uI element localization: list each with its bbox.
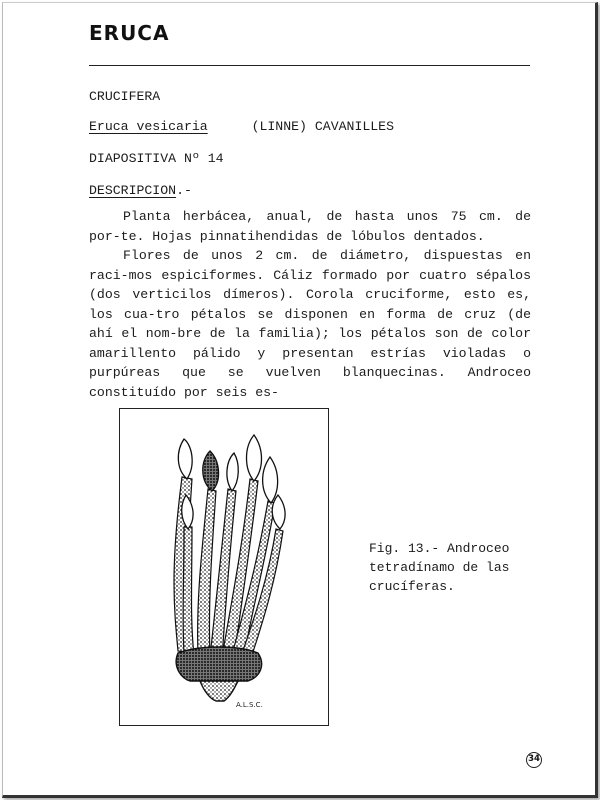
figure-caption-line-2: tetradínamo de las	[369, 560, 510, 575]
species-line	[89, 119, 394, 134]
anther-2	[203, 451, 219, 491]
anther-1	[178, 439, 192, 479]
stamen-filament-6	[183, 527, 194, 655]
description-paragraph-2: Flores de unos 2 cm. de diámetro, dispuestas en raci-mos espiciformes. Cáliz formado por cuatro sépalos (dos verticilos dímeros). Corola cruciforme, esto es, los cua-tro pétalos se disponen en forma de cruz (de ahí el nom-bre de la familia); los pétalos son de color amarillento pálido y presentan estrías violadas o purpúreas que se vuelven blanquecinas. Androceo constituído por seis es-	[89, 248, 531, 400]
title-divider	[89, 65, 530, 66]
description-paragraph-1: Planta herbácea, anual, de hasta unos 75 cm. de por-te. Hojas pinnatihendidas de lóbulos dentados.	[89, 209, 531, 244]
section-heading-suffix: .-	[176, 183, 192, 198]
species-authority: (LINNE) CAVANILLES	[251, 119, 395, 134]
figure-frame	[119, 408, 329, 726]
anther-4	[247, 435, 262, 481]
receptacle	[176, 647, 261, 681]
pedicel	[200, 681, 238, 701]
family-label: CRUCIFERA	[89, 89, 161, 104]
section-heading-line	[89, 183, 192, 198]
diapositiva-label: DIAPOSITIVA Nº 14	[89, 151, 224, 166]
page-number: 34	[526, 752, 542, 768]
document-page	[2, 2, 598, 798]
species-name: Eruca vesicaria	[89, 119, 208, 134]
androecium-illustration	[120, 409, 327, 724]
anther-5	[263, 457, 278, 503]
description-body	[89, 207, 531, 402]
anther-3	[227, 453, 238, 491]
figure-signature: A.L.S.C.	[236, 701, 263, 709]
page-title: ERUCA	[89, 21, 170, 45]
figure-caption-line-1: Fig. 13.- Androceo	[369, 541, 510, 556]
section-heading: DESCRIPCION	[89, 183, 177, 198]
anther-7	[272, 495, 285, 529]
figure-caption-line-3: crucíferas.	[369, 579, 455, 594]
figure-caption	[369, 539, 509, 596]
